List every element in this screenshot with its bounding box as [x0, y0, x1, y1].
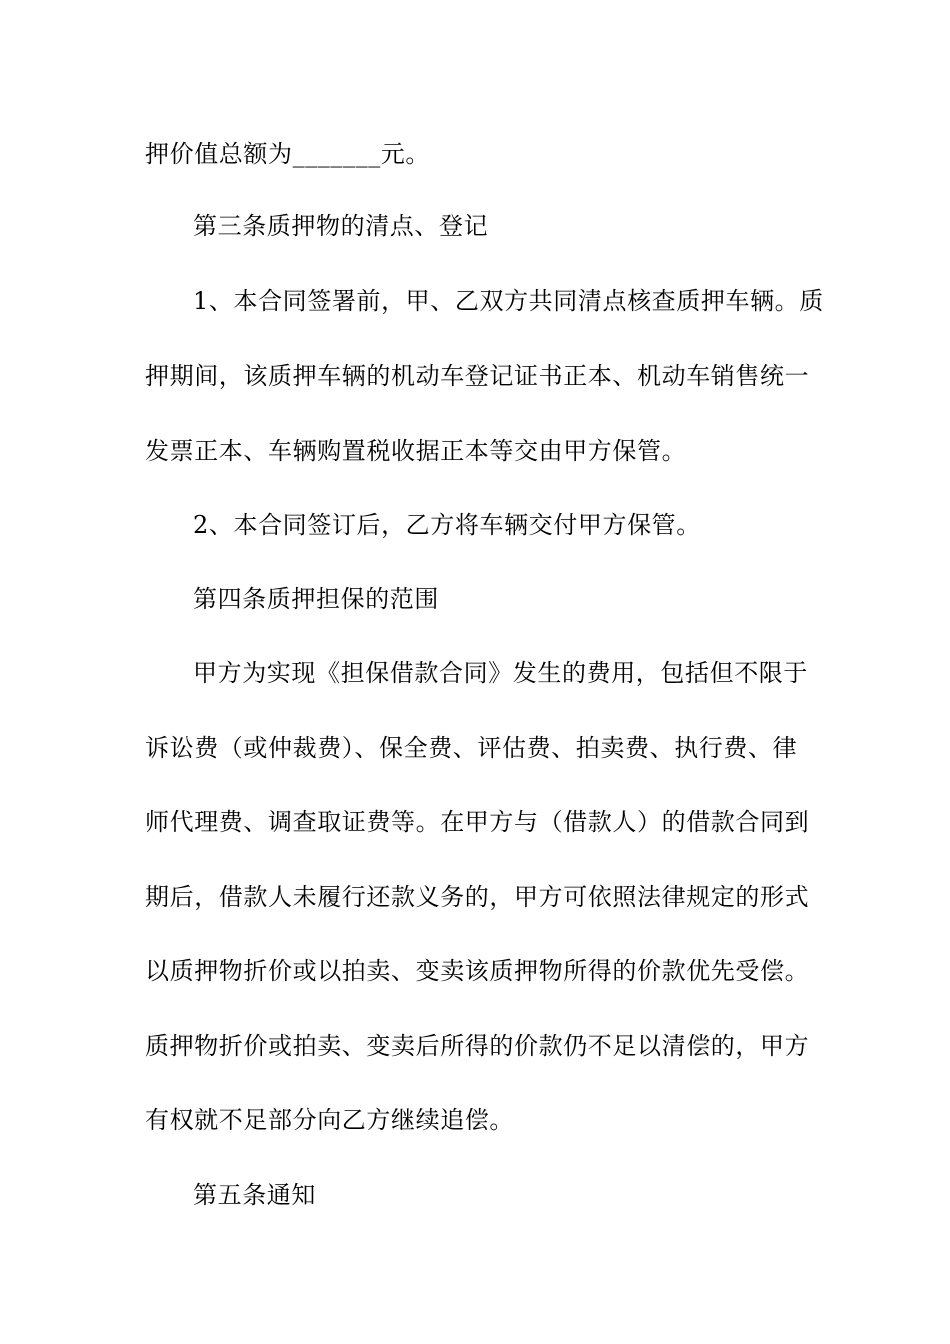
text-line: 期后，借款人未履行还款义务的，甲方可依照法律规定的形式: [145, 883, 810, 911]
text-line: 质押物折价或拍卖、变卖后所得的价款仍不足以清偿的，甲方: [145, 1032, 810, 1060]
text-line: 诉讼费（或仲裁费）、保全费、评估费、拍卖费、执行费、律: [145, 734, 798, 762]
section-heading: 第四条质押担保的范围: [193, 585, 439, 613]
section-heading: 第五条通知: [193, 1181, 316, 1209]
text-line: 押价值总额为_______元。: [145, 140, 430, 168]
text-line: 押期间，该质押车辆的机动车登记证书正本、机动车销售统一: [145, 362, 810, 390]
text-line: 师代理费、调查取证费等。在甲方与（借款人）的借款合同到: [145, 808, 810, 836]
text-line: 以质押物折价或以拍卖、变卖该质押物所得的价款优先受偿。: [145, 957, 810, 985]
text-line: 1、本合同签署前，甲、乙双方共同清点核查质押车辆。质: [193, 287, 824, 315]
text-line: 2、本合同签订后，乙方将车辆交付甲方保管。: [193, 511, 701, 539]
text-line: 甲方为实现《担保借款合同》发生的费用，包括但不限于: [193, 659, 808, 687]
text-line: 发票正本、车辆购置税收据正本等交由甲方保管。: [145, 437, 687, 465]
section-heading: 第三条质押物的清点、登记: [193, 212, 489, 240]
text-line: 有权就不足部分向乙方继续追偿。: [145, 1106, 514, 1134]
